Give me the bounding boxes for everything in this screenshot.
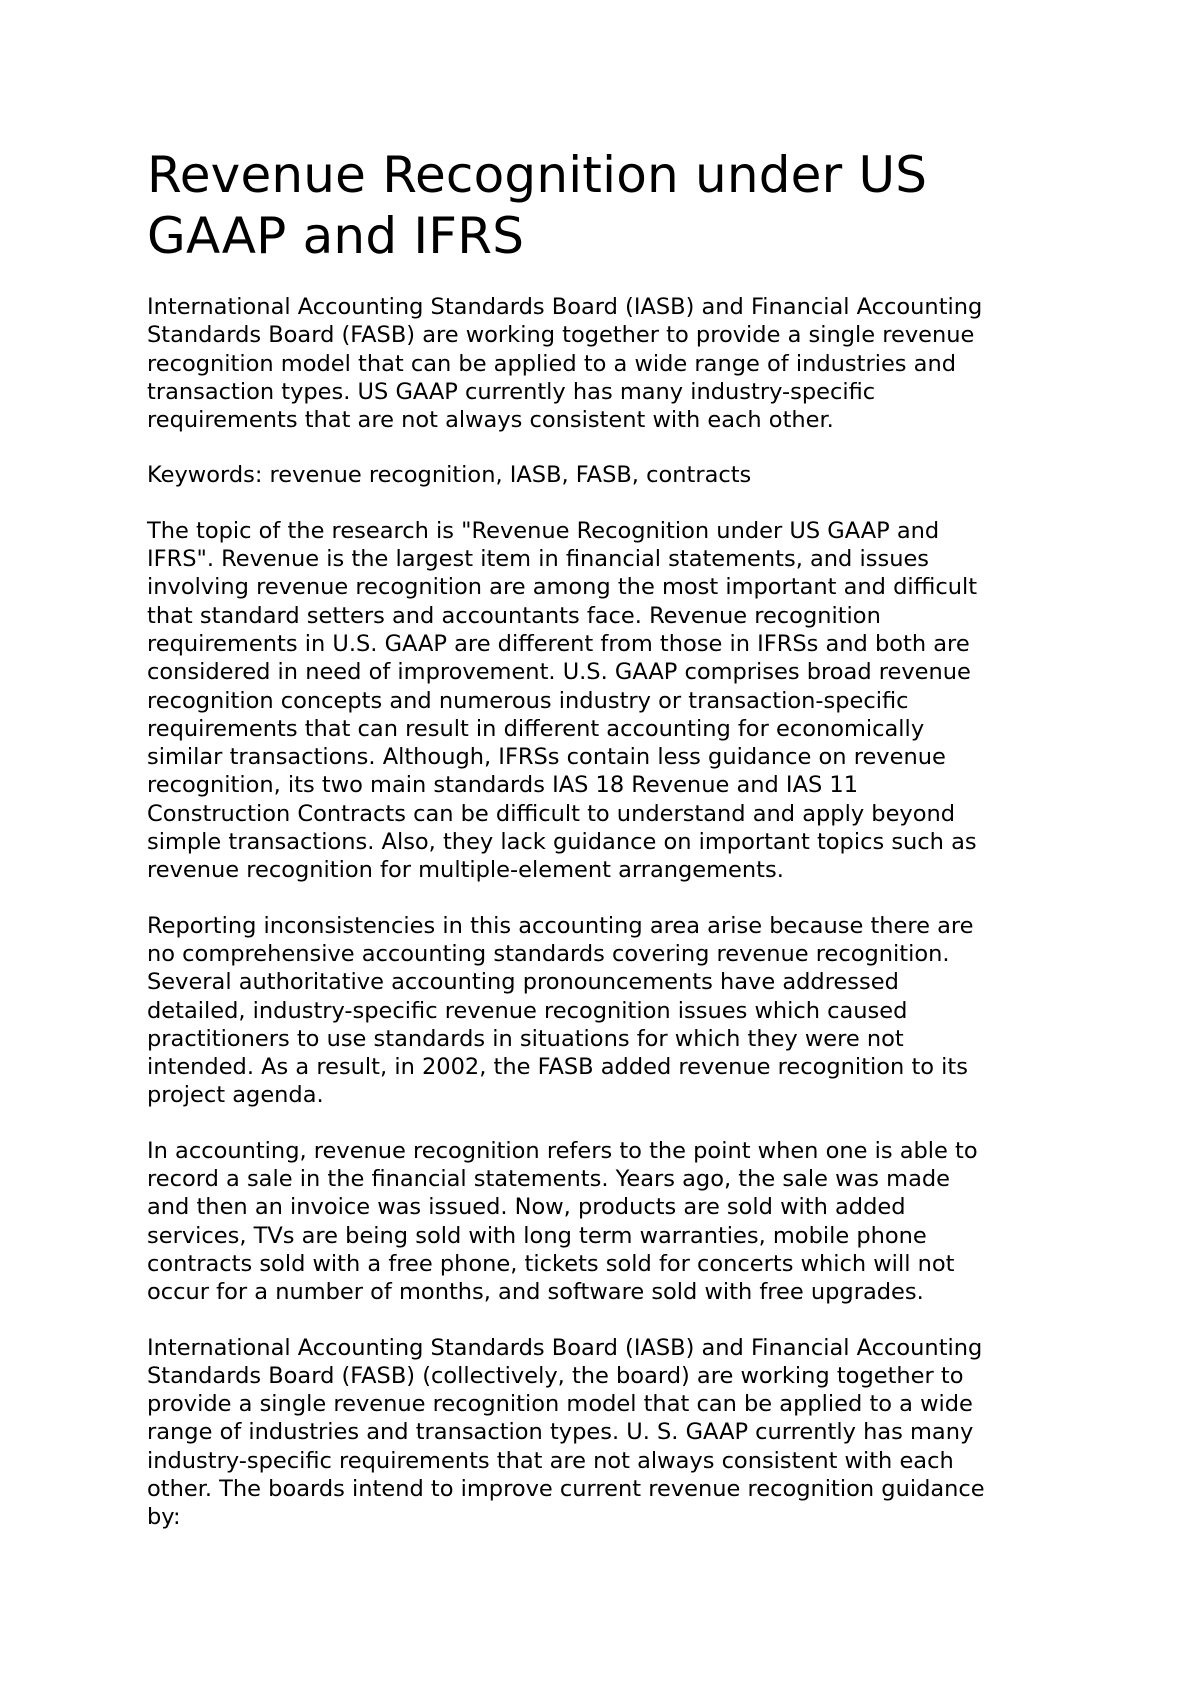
text-line: recognition, its two main standards IAS 18 Revenue and IAS 11 xyxy=(147,772,859,799)
text-line: Construction Contracts can be difficult to understand and apply beyond xyxy=(147,800,956,827)
text-line: practitioners to use standards in situations for which they were not xyxy=(147,1025,904,1052)
body-paragraph xyxy=(147,1137,1067,1307)
keywords-paragraph xyxy=(147,461,1067,489)
text-line: record a sale in the financial statements. Years ago, the sale was made xyxy=(147,1166,951,1193)
text-line: Standards Board (FASB) (collectively, the board) are working together to xyxy=(147,1362,964,1389)
text-line: range of industries and transaction types. U. S. GAAP currently has many xyxy=(147,1419,974,1446)
text-line: considered in need of improvement. U.S. GAAP comprises broad revenue xyxy=(147,659,971,686)
text-line: detailed, industry-specific revenue recognition issues which caused xyxy=(147,997,908,1024)
text-line: transaction types. US GAAP currently has many industry-specific xyxy=(147,378,876,405)
text-line: that standard setters and accountants face. Revenue recognition xyxy=(147,602,881,629)
text-line: In accounting, revenue recognition refers to the point when one is able to xyxy=(147,1137,978,1164)
text-line: similar transactions. Although, IFRSs contain less guidance on revenue xyxy=(147,744,946,771)
text-line: contracts sold with a free phone, tickets sold for concerts which will not xyxy=(147,1250,955,1277)
text-line: by: xyxy=(147,1504,181,1531)
text-line: requirements in U.S. GAAP are different from those in IFRSs and both are xyxy=(147,630,970,657)
title-line: GAAP and IFRS xyxy=(147,207,525,265)
text-line: recognition concepts and numerous industry or transaction-specific xyxy=(147,687,909,714)
text-line: IFRS". Revenue is the largest item in financial statements, and issues xyxy=(147,546,930,573)
abstract-paragraph xyxy=(147,293,1067,434)
text-line: revenue recognition for multiple-element arrangements. xyxy=(147,857,784,884)
text-line: intended. As a result, in 2002, the FASB added revenue recognition to its xyxy=(147,1054,968,1081)
text-line: services, TVs are being sold with long term warranties, mobile phone xyxy=(147,1222,927,1249)
text-line: Keywords: revenue recognition, IASB, FASB, contracts xyxy=(147,462,752,489)
text-line: requirements that can result in different accounting for economically xyxy=(147,715,925,742)
text-line: industry-specific requirements that are not always consistent with each xyxy=(147,1447,954,1474)
text-line: International Accounting Standards Board (IASB) and Financial Accounting xyxy=(147,294,983,320)
text-line: recognition model that can be applied to a wide range of industries and xyxy=(147,350,956,377)
text-line: occur for a number of months, and software sold with free upgrades. xyxy=(147,1279,924,1306)
body-paragraph xyxy=(147,517,1067,885)
text-line: project agenda. xyxy=(147,1082,324,1109)
text-line: International Accounting Standards Board (IASB) and Financial Accounting xyxy=(147,1334,983,1361)
text-line: involving revenue recognition are among the most important and difficult xyxy=(147,574,978,601)
text-line: Standards Board (FASB) are working together to provide a single revenue xyxy=(147,322,975,349)
body-paragraph xyxy=(147,1334,1067,1532)
text-line: Reporting inconsistencies in this accounting area arise because there are xyxy=(147,912,974,939)
body-paragraph xyxy=(147,912,1067,1110)
text-line: and then an invoice was issued. Now, products are sold with added xyxy=(147,1194,906,1221)
text-line: provide a single revenue recognition model that can be applied to a wide xyxy=(147,1391,973,1418)
title-line: Revenue Recognition under US xyxy=(147,146,928,204)
text-line: simple transactions. Also, they lack guidance on important topics such as xyxy=(147,829,977,856)
text-line: other. The boards intend to improve current revenue recognition guidance xyxy=(147,1475,985,1502)
text-line: requirements that are not always consistent with each other. xyxy=(147,407,834,434)
text-line: Several authoritative accounting pronouncements have addressed xyxy=(147,969,899,996)
document-page xyxy=(147,145,1067,1559)
text-line: no comprehensive accounting standards covering revenue recognition. xyxy=(147,940,950,967)
document-title xyxy=(147,145,1067,267)
text-line: The topic of the research is "Revenue Recognition under US GAAP and xyxy=(147,517,940,544)
